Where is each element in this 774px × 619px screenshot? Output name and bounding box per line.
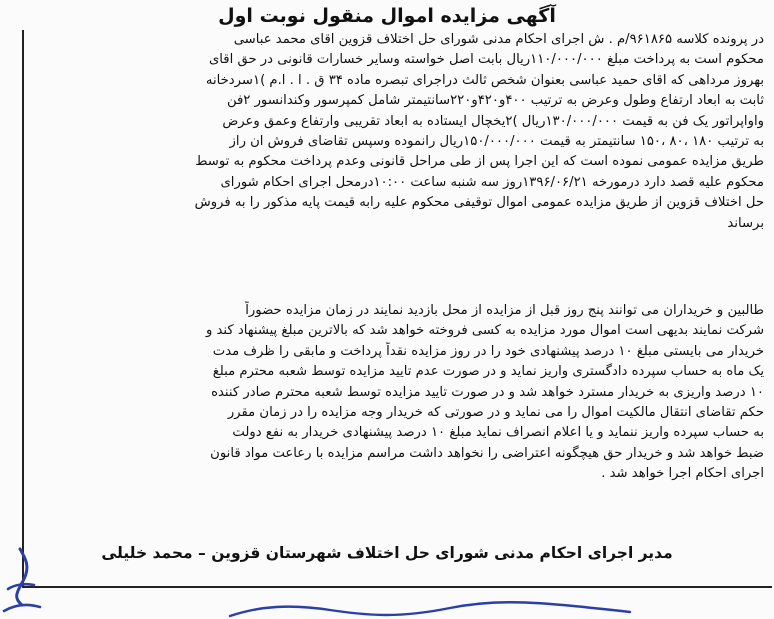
paragraph-2-line: یک ماه به حساب سپرده دادگستری واریز نماید و در صورت عدم تایید مزایده توسط شعبه محترم مبلغ [212,364,764,380]
paragraph-2-line: به حساب سپرده واریز ننماید و یا اعلام انصراف نماید مبلغ ۱۰ درصد پیشنهادی خریدار به نفع دولت [232,425,764,441]
notice-paragraph-1 [34,30,764,234]
paragraph-2-line: خریدار می بایستی مبلغ ۱۰ درصد پیشنهادی خود را در روز مزایده نقداً پرداخت و مابقی را ظرف مدت [212,343,764,359]
notice-paragraph-2 [34,301,764,485]
paragraph-2-line: اجرای احکام اجرا خواهد شد . [601,466,764,482]
paragraph-1-line: در پرونده کلاسه ۹۶۱۸۶۵/م . ش اجرای احکام مدنی شورای حل اختلاف قزوین اقای محمد عباسی [233,32,764,47]
paragraph-2-line: شرکت نمایند بدیهی است اموال مورد مزایده به کسی فروخته خواهد شد که بالاترین مبلغ پیشنهاد کند و [205,323,764,339]
paragraph-1-line: حل اختلاف قزوین از طریق مزایده عمومی اموال توقیفی محکوم علیه رابه قیمت پایه مذکور را به فروش [194,195,764,211]
paragraph-1-line: بهروز مرداهی که اقای حمید عباسی بعنوان شخص ثالث دراجرای تبصره ماده ۳۴ ق . ا . ا.م )۱سردخانه [205,72,764,88]
signature-line: مدیر اجرای احکام مدنی شورای حل اختلاف شهرستان قزوین – محمد خلیلی [101,544,673,562]
handwritten-signature-stroke [220,600,640,619]
paragraph-1-line: ثابت به ابعاد ارتفاع وطول وعرض به ترتیب ۴۰۰و۴۲۰و۲۲۰سانتیمتر شامل کمپرسور وکندانسور ۲فن [226,93,764,109]
notice-title: آگهی مزایده اموال منقول نوبت اول [218,5,556,27]
paragraph-2-line: حکم تقاضای انتقال مالکیت اموال را می نماید و در صورتی که خریدار وجه مزایده را در زمان مقرر [227,404,764,420]
paragraph-1-line: واواپراتور یک فن به قیمت ۱۳۰/۰۰۰/۰۰۰ریال )۲یخچال ایستاده به ابعاد تقریبی وارتفاع وعمق وعرض [222,113,764,129]
paragraph-1-line: طریق مزایده عمومی نموده است که این اجرا پس از طی مراحل قانونی وعدم پرداخت محکوم به توسط [195,154,764,170]
paragraph-2-line: ضبط خواهد شد و خریدار حق هیچگونه اعتراضی را نخواهد داشت مراسم مزایده با رعاعت مواد قانون [210,445,764,461]
handwritten-ink-mark [0,545,60,619]
paragraph-1-line: برساند [727,215,764,231]
paragraph-1-line: به ترتیب ۱۸۰ ،۸۰ ،۱۵۰ سانتیمتر به قیمت ۱۵۰/۰۰۰/۰۰۰ریال رانموده وسپس تقاضای فروش ان راز [229,133,764,149]
paragraph-1-line: محکوم است به پرداخت مبلغ ۱۱۰/۰۰۰/۰۰۰ریال بابت اصل خواسته وسایر خسارات قانونی در حق اقای [208,52,764,68]
paragraph-1-line: محکوم علیه قصد دارد درمورخه ۱۳۹۶/۰۶/۲۱روز سه شنبه ساعت ۱۰:۰۰درمحل اجرای احکام شورای [220,174,764,190]
paragraph-2-line: طالبین و خریداران می توانند پنج روز قبل از مزایده از محل بازدید نمایند در زمان مزایده حضوراً [245,303,764,318]
paragraph-2-line: ۱۰ درصد واریزی به خریدار مسترد خواهد شد و در صورت تایید مزایده توسط شعبه محترم صادر کننده [211,384,764,400]
notice-signature [0,542,774,562]
